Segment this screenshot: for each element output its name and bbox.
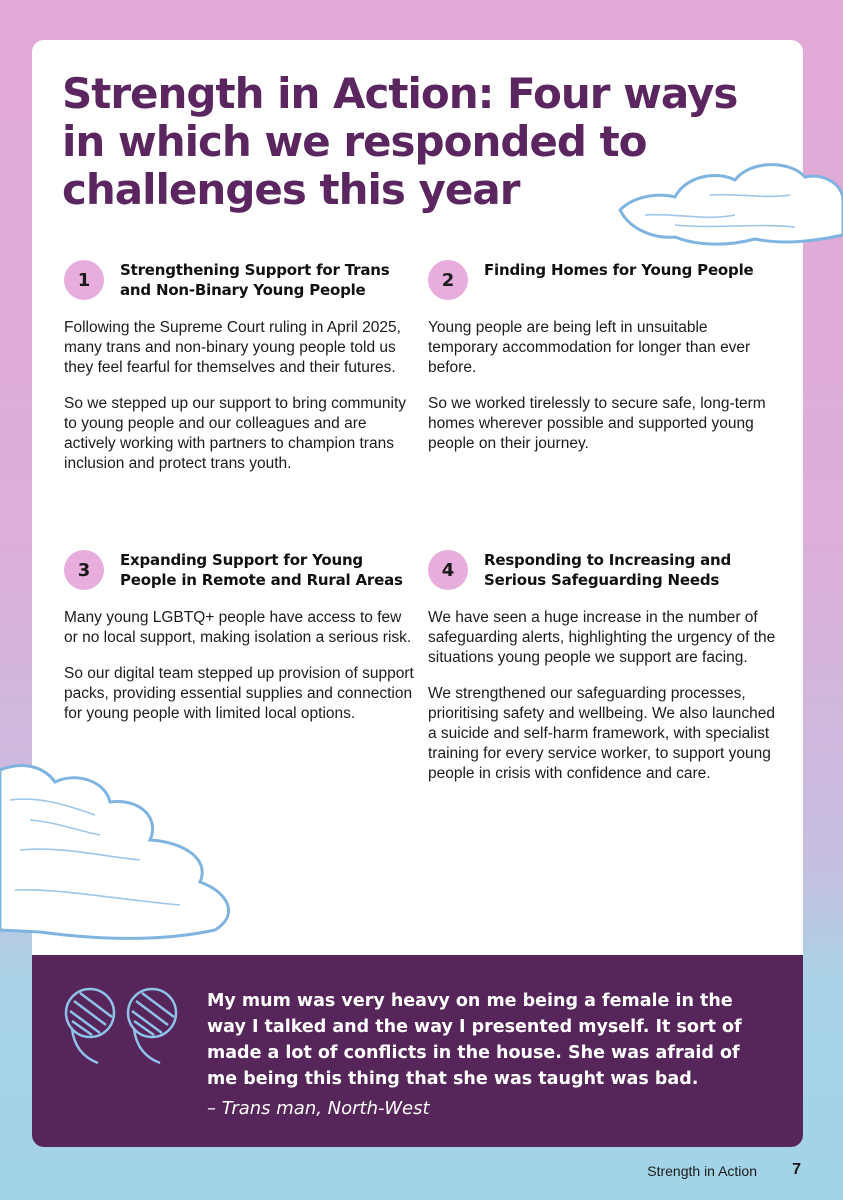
section-paragraph: Following the Supreme Court ruling in April 2025, many trans and non-binary young people told us they feel fearful for themselves and their futures. [64, 319, 401, 376]
section-header [64, 258, 414, 308]
section-header [428, 258, 778, 308]
section-heading: Finding Homes for Young People [484, 261, 754, 279]
section-paragraph: Many young LGBTQ+ people have access to few or no local support, making isolation a serious risk. [64, 609, 412, 646]
section-number-badge: 4 [428, 550, 468, 590]
quote-marks-icon [60, 985, 190, 1065]
section-number-badge: 1 [64, 260, 104, 300]
section-paragraph: So our digital team stepped up provision of support packs, providing essential supplies and connection for young people with limited local options. [64, 665, 414, 722]
section-paragraph: Young people are being left in unsuitable temporary accommodation for longer than ever before. [428, 319, 751, 376]
section-header [64, 548, 414, 598]
section-paragraph: So we worked tirelessly to secure safe, long-term homes wherever possible and supported young people on their journey. [428, 395, 766, 452]
quote-attribution: – Trans man, North-West [207, 1098, 430, 1119]
cloud-icon [615, 155, 843, 250]
section-2 [428, 258, 778, 454]
page-number: 7 [792, 1161, 801, 1178]
section-1 [64, 258, 414, 474]
section-number-badge: 3 [64, 550, 104, 590]
testimonial-quote-box [32, 955, 803, 1147]
footer-label: Strength in Action [647, 1163, 757, 1179]
section-paragraph: We have seen a huge increase in the number of safeguarding alerts, highlighting the urgency of the situations young people we support are facing. [428, 609, 776, 666]
section-heading: Strengthening Support for Trans and Non-Binary Young People [120, 261, 390, 299]
cloud-icon [0, 760, 260, 945]
section-3 [64, 548, 414, 724]
section-heading: Expanding Support for Young People in Remote and Rural Areas [120, 551, 403, 589]
section-heading: Responding to Increasing and Serious Safeguarding Needs [484, 551, 732, 589]
section-4 [428, 548, 778, 784]
quote-text: My mum was very heavy on me being a female in the way I talked and the way I presented myself. It sort of made a lot of conflicts in the house. She was afraid of me being this thing that she was taught was bad. [207, 991, 742, 1089]
section-number-badge: 2 [428, 260, 468, 300]
section-paragraph: We strengthened our safeguarding processes, prioritising safety and wellbeing. We also launched a suicide and self-harm framework, with specialist training for every service worker, to support young people in crisis with confidence and care. [428, 685, 775, 782]
section-header [428, 548, 778, 598]
section-paragraph: So we stepped up our support to bring community to young people and our colleagues and are actively working with partners to champion trans inclusion and protect trans youth. [64, 395, 407, 472]
page-title: Strength in Action: Four ways in which we responded to challenges this year [62, 69, 738, 214]
